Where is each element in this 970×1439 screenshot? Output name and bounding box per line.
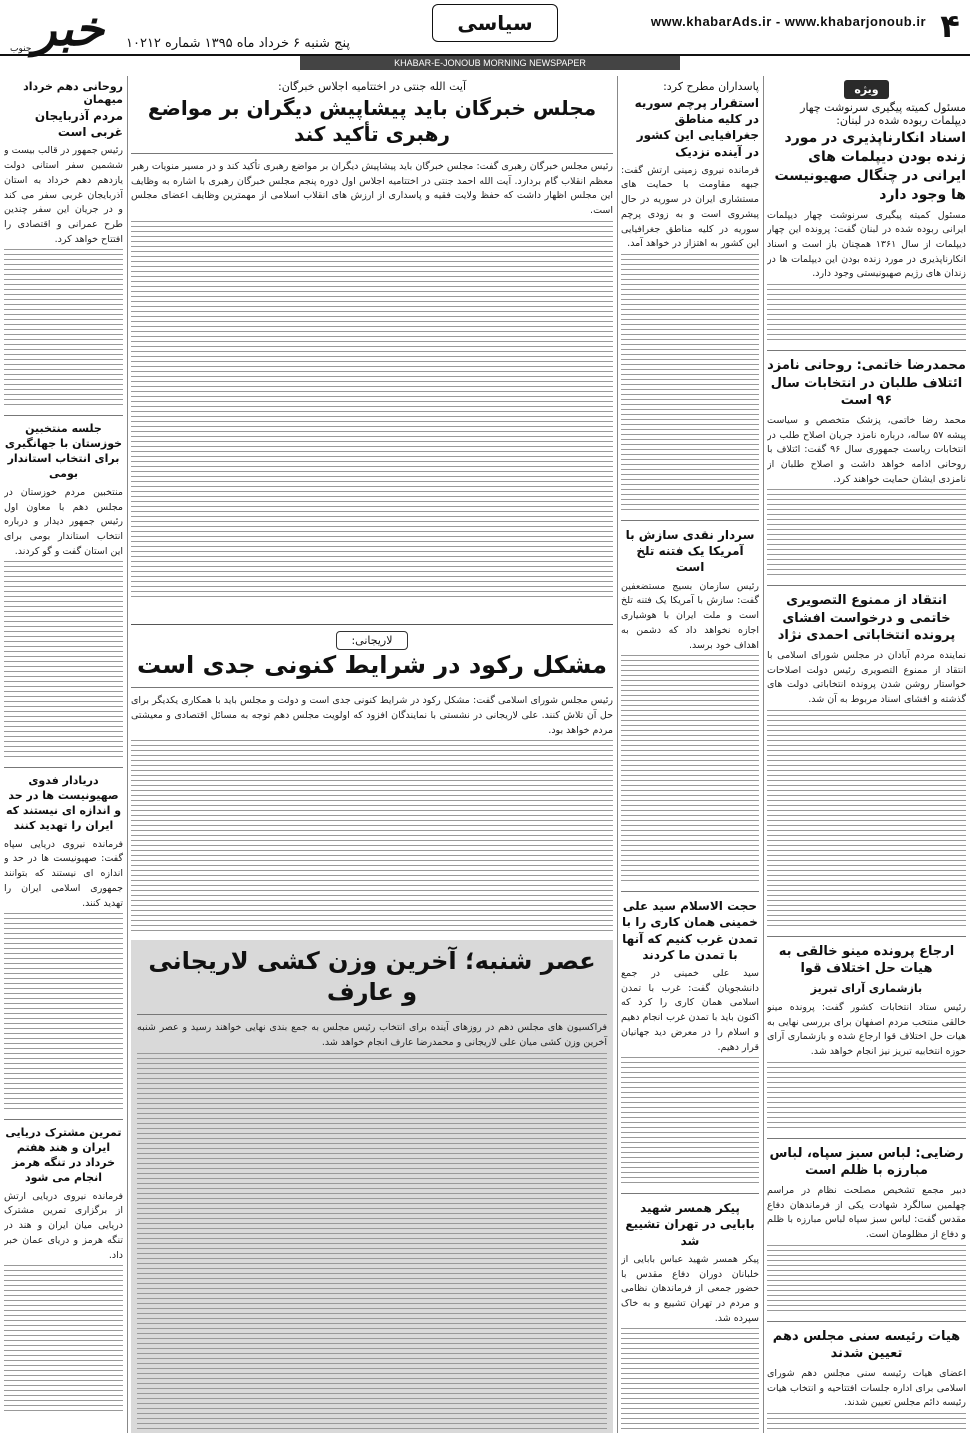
story-title[interactable]: اسناد انکارناپذیری در مورد زنده بودن دیپلمات های ایرانی در چنگال صهیونیست ها وجود دارد	[774, 130, 966, 203]
story-title[interactable]: سردار نقدی سازش با آمریکا یک فتنه تلخ است	[625, 528, 755, 575]
story-title[interactable]: هیات رئیسه سنی مجلس دهم تعیین شدند	[772, 1328, 961, 1362]
column-divider	[127, 76, 128, 1433]
lead-story	[131, 78, 613, 618]
body-text-lines	[4, 1265, 123, 1415]
story-title[interactable]: تمرین مشترک دریایی ایران و هند هفتم خرداد در تنگه هرمز انجام می شود	[5, 1126, 122, 1184]
body-text-lines	[767, 1245, 966, 1315]
body-text-lines	[621, 1057, 759, 1187]
website-urls[interactable]: www.khabarAds.ir - www.khabarjonoub.ir	[650, 14, 926, 29]
body-text-lines	[131, 740, 613, 934]
logo-text: خبر	[33, 1, 104, 57]
story-body: رئیس سازمان بسیج مستضعفین گفت: سازش با آمریکا یک فتنه تلخ است و ملت ایران با هوشیاری اجازه نخواهد داد که دشمن به اهداف خود برسد.	[621, 580, 759, 651]
story-kicker: لاریجانی:	[336, 631, 407, 650]
story-body: مسئول کمیته پیگیری سرنوشت چهار دیپلمات ایرانی ربوده شده در لبنان گفت: پرونده این چهار دیپلمات از سال ۱۳۶۱ همچنان باز است و اسناد انکارناپذیری در مورد زنده بودن این دیپلمات ها در زندان های رژیم صهیونیستی وجود دارد.	[767, 209, 966, 280]
lead-body: رئیس مجلس خبرگان رهبری گفت: مجلس خبرگان باید پیشاپیش دیگران بر مواضع رهبری تأکید کند و در مسیر منویات رهبر معظم انقلاب گام بردارد. آیت الله احمد جنتی در اختتامیه اجلاس اول دوره پنجم مجلس خبرگان رهبری با اشاره به وظایف این مجلس اظهار داشت که حفظ ولایت فقیه و پاسداری از ارزش های انقلاب اسلامی از مهمترین وظایف اعضای مجلس است.	[131, 161, 613, 217]
masthead-band: KHABAR-E-JONOUB MORNING NEWSPAPER	[300, 56, 680, 70]
story-body: رئیس جمهور در قالب بیست و ششمین سفر استانی دولت یازدهم دهم خرداد به استان آذربایجان غربی سفر می کند و در جریان این سفر چندین طرح عمرانی و اقتصادی را افتتاح خواهد کرد.	[4, 145, 123, 245]
body-text-lines	[767, 1413, 966, 1433]
story-headline[interactable]: عصر شنبه؛ آخرین وزن کشی لاریجانی و عارف	[148, 947, 596, 1007]
divider	[4, 767, 123, 768]
story-body: محمد رضا خاتمی، پزشک متخصص و سیاست پیشه ۵۷ ساله، درباره نامزد جریان اصلاح طلب در انتخابات ریاست جمهوری سال ۹۶ گفت: ائتلاف با روحانی ادامه خواهد داشت و اصلاح طلبان از نامزدی ایشان حمایت خواهند کرد.	[767, 414, 966, 485]
body-text-lines	[4, 561, 123, 761]
story-body: اعضای هیات رئیسه سنی مجلس دهم شورای اسلامی برای اداره جلسات افتتاحیه و انتخاب هیات رئیسه دائم مجلس تعیین شدند.	[767, 1367, 966, 1409]
body-text-lines	[137, 1053, 607, 1433]
body-text-lines	[4, 249, 123, 409]
column-divider	[617, 76, 618, 1433]
body-text-lines	[767, 1062, 966, 1132]
story-title[interactable]: محمدرضا خاتمی: روحانی نامزد ائتلاف طلبان در انتخابات سال ۹۶ است	[767, 358, 966, 409]
divider	[4, 415, 123, 416]
story-body: نماینده مردم آبادان در مجلس شورای اسلامی با انتقاد از ممنوع التصویری رئیس دولت اصلاحات خواستار روشن شدن پرونده انتخاباتی دولت های گذشته و افشای اسناد مربوط به آن شد.	[767, 650, 966, 706]
dateline: پنج شنبه ۶ خرداد ماه ۱۳۹۵ شماره ۱۰۲۱۲	[126, 36, 351, 51]
body-text-lines	[4, 913, 123, 1113]
story-body: رئیس مجلس شورای اسلامی گفت: مشکل رکود در شرایط کنونی جدی است و دولت و مجلس باید با همکاری یکدیگر برای حل آن تلاش کنند. علی لاریجانی در نشستی با نمایندگان افزود که اولویت مجلس دهم توجه به مسائل اقتصادی و معیشتی مردم خواهد بود.	[131, 695, 613, 736]
body-text-lines	[131, 221, 613, 601]
left-column	[4, 78, 123, 1433]
story-title[interactable]: جلسه منتخبین خوزستان با جهانگیری برای انتخاب استاندار بومی	[4, 422, 123, 480]
divider	[4, 1119, 123, 1120]
story-body: رئیس ستاد انتخابات کشور گفت: پرونده مینو خالقی منتخب مردم اصفهان برای بررسی نهایی به هیات حل اختلاف قوا ارجاع شده و بازشماری آرای حوزه انتخابیه تبریز نیز انجام خواهد شد.	[767, 1001, 966, 1057]
divider	[767, 1138, 966, 1139]
body-text-lines	[621, 254, 759, 514]
body-text-lines	[621, 1328, 759, 1433]
story-kicker: روحانی دهم خرداد میهمان	[23, 80, 123, 106]
masthead	[0, 0, 970, 74]
lead-kicker: آیت الله جنتی در اختتامیه اجلاس خبرگان:	[277, 80, 467, 93]
story-title[interactable]: استقرار پرچم سوریه در کلیه مناطق جغرافیایی این کشور در آینده نزدیک	[634, 96, 759, 159]
story-body: فراکسیون های مجلس دهم در روزهای آینده برای انتخاب رئیس مجلس به جمع بندی نهایی خواهند رسید و عصر شنبه آخرین وزن کشی میان علی لاریجانی و محمدرضا عارف انجام خواهد شد.	[137, 1022, 607, 1049]
divider	[621, 891, 759, 892]
divider	[767, 936, 966, 937]
divider	[767, 350, 966, 351]
special-tag: ویژه	[844, 80, 888, 99]
divider	[767, 585, 966, 586]
story-body: دبیر مجمع تشخیص مصلحت نظام در مراسم چهلمین سالگرد شهادت یکی از فرماندهان دفاع مقدس گفت: لباس سبز سپاه لباس مبارزه با ظلم و دفاع از مظلومان است.	[767, 1184, 966, 1240]
story-body: پیکر همسر شهید عباس بابایی از خلبانان دوران دفاع مقدس با حضور جمعی از فرماندهان نظامی و مردم در تهران تشییع و به خاک سپرده شد.	[621, 1253, 759, 1324]
story-title[interactable]: مردم آذربایجان غربی است	[34, 109, 123, 140]
story-body: فرمانده نیروی زمینی ارتش گفت: جبهه مقاومت با حمایت های مستشاری ایران در سوریه در حال پیشروی است و به زودی پرچم سوریه در کلیه مناطق جغرافیایی این کشور به اهتزاز در خواهد آمد.	[621, 164, 759, 250]
divider	[621, 1193, 759, 1194]
story-body: فرمانده نیروی دریایی سپاه گفت: صهیونیست ها در حد و اندازه ای نیستند که بتوانند جمهوری اسلامی ایران را تهدید کنند.	[4, 838, 123, 909]
divider	[131, 687, 613, 688]
newspaper-logo	[4, 2, 104, 60]
column-divider	[763, 76, 764, 1433]
story-title[interactable]: حجت الاسلام سید علی خمینی همان کاری را با تمدن غرب کنیم که آنها با تمدن ما کردند	[622, 899, 758, 962]
story-body: فرمانده نیروی دریایی ارتش از برگزاری تمرین مشترک دریایی میان ایران و هند در تنگه هرمز و دریای عمان خبر داد.	[4, 1190, 123, 1261]
divider	[131, 153, 613, 154]
story-title[interactable]: پیکر همسر شهید بابایی در تهران تشییع شد	[625, 1201, 755, 1248]
story-title[interactable]: رضایی: لباس سبز سپاه، لباس مبارزه با ظلم است	[769, 1145, 964, 1179]
body-text-lines	[767, 710, 966, 930]
story-subtitle: بازشماری آرای تبریز	[810, 982, 923, 995]
body-text-lines	[767, 489, 966, 579]
bottom-story	[131, 940, 613, 1433]
divider	[767, 1321, 966, 1322]
divider	[137, 1014, 607, 1015]
story-headline[interactable]: مشکل رکود در شرایط کنونی جدی است	[136, 651, 607, 679]
body-text-lines	[621, 655, 759, 885]
story-kicker: پاسداران مطرح کرد:	[663, 80, 759, 93]
story-body: منتخبین مردم خوزستان در مجلس دهم با معاون اول رئیس جمهور دیدار و درباره انتخاب استاندار بومی برای این استان گفت و گو کردند.	[4, 486, 123, 557]
lead-headline[interactable]: مجلس خبرگان باید پیشاپیش دیگران بر مواضع رهبری تأکید کند	[147, 96, 597, 146]
story-body: سید علی خمینی در جمع دانشجویان گفت: غرب با تمدن اسلامی همان کاری را کرد که اکنون باید با تمدن غرب انجام دهیم و اسلام را در معرض دید جهانیان قرار دهیم.	[621, 967, 759, 1053]
section-title: سیاسی	[432, 4, 558, 42]
divider	[621, 520, 759, 521]
second-column	[621, 78, 759, 1433]
story-kicker: مسئول کمیته پیگیری سرنوشت چهار دیپلمات ربوده شده در لبنان:	[800, 101, 966, 127]
larijani-story	[131, 624, 613, 934]
page-number: ۴	[940, 7, 960, 45]
story-title[interactable]: انتقاد از ممنوع التصویری خاتمی و درخواست افشای پرونده انتخاباتی احمدی نژاد	[777, 593, 956, 644]
logo-subtitle: جنوب	[10, 44, 32, 54]
story-title[interactable]: ارجاع پرونده مینو خالقی به هیات حل اختلاف قوا	[778, 943, 955, 977]
body-text-lines	[767, 284, 966, 344]
story-title[interactable]: دریادار فدوی صهیونیست ها در حد و اندازه ای نیستند که ایران را تهدید کنند	[5, 774, 122, 832]
right-column	[767, 78, 966, 1433]
